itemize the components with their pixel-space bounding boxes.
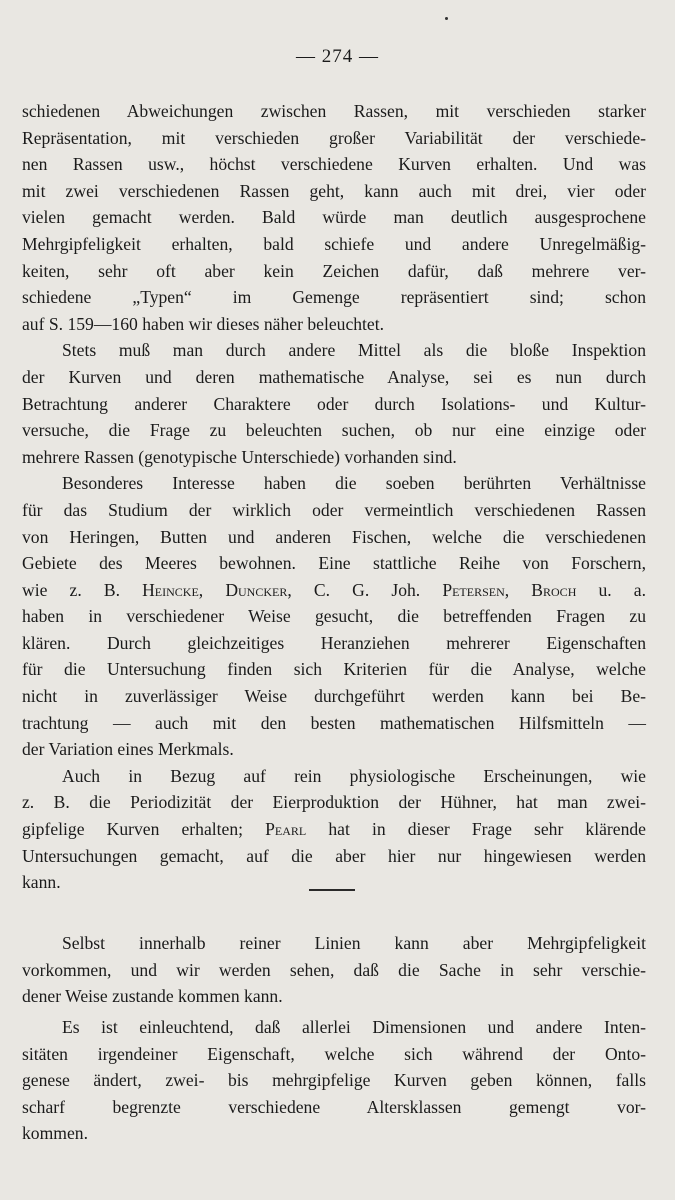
text-line: schiedenen Abweichungen zwischen Rassen, mit verschieden starker xyxy=(22,101,646,121)
text-line: z. B. die Periodizität der Eierproduktion der Hühner, hat man zwei- xyxy=(22,792,646,813)
section-divider xyxy=(309,889,355,891)
text-line: Besonderes Interesse haben die soeben berührten Verhältnisse xyxy=(62,473,646,494)
text-line: schiedene „Typen“ im Gemenge repräsentiert sind; schon xyxy=(22,287,646,308)
text-line: von Heringen, Butten und anderen Fischen, welche die verschiedenen xyxy=(22,526,646,547)
text-line: Gebiete des Meeres bewohnen. Eine stattliche Reihe von Forschern, xyxy=(22,553,646,574)
text-line: vorkommen, und wir werden sehen, daß die Sache in sehr verschie- xyxy=(22,959,646,980)
text-line: der Variation eines Merkmals. xyxy=(22,739,234,760)
text-line: keiten, sehr oft aber kein Zeichen dafür, daß mehrere ver- xyxy=(22,260,646,281)
text-line: klären. Durch gleichzeitiges Heranziehen mehrerer Eigenschaften xyxy=(22,632,646,653)
text-line: nen Rassen usw., höchst verschiedene Kurven erhalten. Und was xyxy=(22,154,646,175)
text-line: Selbst innerhalb reiner Linien kann aber Mehrgipfeligkeit xyxy=(62,933,646,953)
text-line: vielen gemacht werden. Bald würde man deutlich ausgesprochene xyxy=(22,207,646,228)
text-line: genese ändert, zwei- bis mehrgipfelige Kurven geben können, falls xyxy=(22,1070,646,1091)
text-line: kann. xyxy=(22,872,61,893)
text-line: Repräsentation, mit verschieden großer Variabilität der verschiede- xyxy=(22,127,646,148)
text-line: Auch in Bezug auf rein physiologische Erscheinungen, wie xyxy=(62,765,646,786)
text-line: Stets muß man durch andere Mittel als die bloße Inspektion xyxy=(62,340,646,361)
text-line: dener Weise zustande kommen kann. xyxy=(22,986,283,1007)
text-line: scharf begrenzte verschiedene Altersklassen gemengt vor- xyxy=(22,1096,646,1117)
page-number: — 274 — xyxy=(296,46,379,67)
text-line: auf S. 159—160 haben wir dieses näher beleuchtet. xyxy=(22,313,385,334)
text-line: wie z. B. Heincke, Duncker, C. G. Joh. Petersen, Broch u. a. xyxy=(22,579,646,600)
text-line: für das Studium der wirklich oder vermeintlich verschiedenen Rassen xyxy=(22,499,646,520)
text-line: kommen. xyxy=(22,1123,88,1144)
text-block-third xyxy=(22,1014,646,1147)
text-line: mehrere Rassen (genotypische Unterschiede) vorhanden sind. xyxy=(22,446,457,467)
print-speck xyxy=(445,17,448,20)
text-line: haben in verschiedener Weise gesucht, die betreffenden Fragen zu xyxy=(22,606,646,627)
text-line: Untersuchungen gemacht, auf die aber hier nur hingewiesen werden xyxy=(22,845,646,866)
text-line: versuche, die Frage zu beleuchten suchen, ob nur eine einzige oder xyxy=(22,420,646,441)
text-line: der Kurven und deren mathematische Analyse, sei es nun durch xyxy=(22,366,646,387)
text-line: gipfelige Kurven erhalten; Pearl hat in dieser Frage sehr klärende xyxy=(22,819,646,840)
text-line: Es ist einleuchtend, daß allerlei Dimensionen und andere Inten- xyxy=(62,1017,646,1037)
text-line: mit zwei verschiedenen Rassen geht, kann auch mit drei, vier oder xyxy=(22,180,646,201)
text-line: trachtung — auch mit den besten mathematischen Hilfsmitteln — xyxy=(22,712,646,733)
text-line: Betrachtung anderer Charaktere oder durch Isolations- und Kultur- xyxy=(22,393,646,414)
text-line: Mehrgipfeligkeit erhalten, bald schiefe und andere Unregelmäßig- xyxy=(22,233,646,254)
text-line: nicht in zuverlässiger Weise durchgeführt werden kann bei Be- xyxy=(22,686,646,707)
text-block-second xyxy=(22,930,646,1010)
text-block-main xyxy=(22,98,646,896)
text-line: sitäten irgendeiner Eigenschaft, welche sich während der Onto- xyxy=(22,1043,646,1064)
text-line: für die Untersuchung finden sich Kriterien für die Analyse, welche xyxy=(22,659,646,680)
